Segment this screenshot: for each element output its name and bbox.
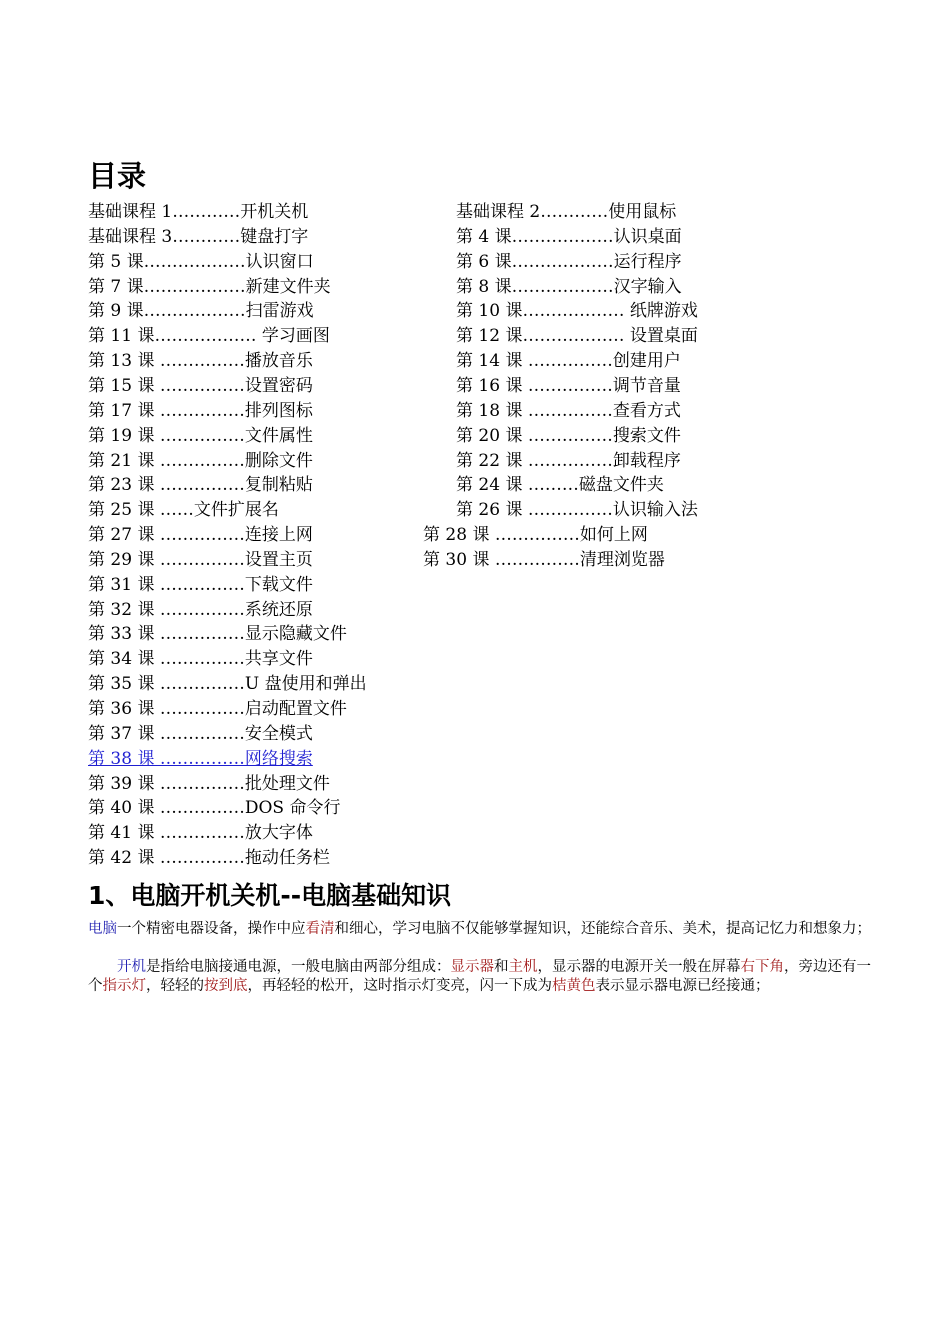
toc-entry-right: 第 30 课 ……………清理浏览器 <box>423 549 665 570</box>
toc-entry-right: 第 26 课 ……………认识输入法 <box>456 500 698 521</box>
keyword-orange: 桔黄色 <box>552 978 596 994</box>
toc-entry-right: 第 22 课 ……………卸载程序 <box>456 450 681 471</box>
text-run: ，再轻轻的松开，这时指示灯变亮，闪一下成为 <box>247 978 552 994</box>
toc-entry-left: 第 27 课 ……………连接上网 <box>88 525 313 546</box>
toc-entry-right: 第 6 课………………运行程序 <box>456 251 682 272</box>
toc-entry-left: 第 17 课 ……………排列图标 <box>88 400 313 421</box>
keyword-host: 主机 <box>508 959 538 975</box>
toc-entry-right: 第 4 课………………认识桌面 <box>456 226 682 247</box>
toc-entry-left: 第 21 课 ……………删除文件 <box>88 450 313 471</box>
toc-entry-right: 第 20 课 ……………搜索文件 <box>456 425 681 446</box>
keyword-computer: 电脑 <box>88 921 117 937</box>
toc-entry-left: 第 31 课 ……………下载文件 <box>88 574 313 595</box>
keyword-monitor: 显示器 <box>450 959 494 975</box>
toc-entry-left: 第 19 课 ……………文件属性 <box>88 425 313 446</box>
toc-entry-left: 第 29 课 ……………设置主页 <box>88 549 313 570</box>
text-run: 一个精密电器设备，操作中应 <box>117 921 306 937</box>
toc-entry-right: 第 12 课……………… 设置桌面 <box>456 326 698 347</box>
text-run: 和细心，学习电脑不仅能够掌握知识，还能综合音乐、美术，提高记忆力和想象力； <box>334 921 871 937</box>
toc-entry-left: 基础课程 3…………键盘打字 <box>88 226 309 247</box>
toc-entry-right: 第 8 课………………汉字输入 <box>456 276 682 297</box>
text-run: 表示显示器电源已经接通； <box>595 978 770 994</box>
toc-entry-left: 基础课程 1…………开机关机 <box>88 202 309 222</box>
section-heading: 1、电脑开机关机--电脑基础知识 <box>88 881 452 910</box>
toc-entry-left: 第 33 课 ……………显示隐藏文件 <box>88 624 347 645</box>
toc-entry-left: 第 42 课 ……………拖动任务栏 <box>88 848 330 869</box>
indent <box>88 959 117 975</box>
toc-entry-left: 第 5 课………………认识窗口 <box>88 251 314 272</box>
toc-entry-left: 第 40 课 ……………DOS 命令行 <box>88 798 341 819</box>
keyword-look-clearly: 看清 <box>305 921 335 937</box>
toc-entry-right: 第 28 课 ……………如何上网 <box>423 525 648 546</box>
toc-entry-left[interactable]: 第 38 课 ……………网络搜索 <box>88 748 313 769</box>
toc-entry-right: 第 16 课 ……………调节音量 <box>456 375 681 396</box>
text-run: ，显示器的电源开关一般在屏幕 <box>537 959 741 975</box>
toc-entry-right: 第 24 课 ………磁盘文件夹 <box>456 475 664 496</box>
toc-entry-left: 第 41 课 ……………放大字体 <box>88 823 313 844</box>
power-on-paragraph <box>88 958 878 996</box>
keyword-bottom-right: 右下角 <box>740 959 784 975</box>
text-run: 是指给电脑接通电源，一般电脑由两部分组成： <box>146 959 451 975</box>
toc-entry-left: 第 13 课 ……………播放音乐 <box>88 351 313 372</box>
toc-title: 目录 <box>88 159 147 193</box>
text-run: ，轻轻的 <box>146 978 204 994</box>
toc-entry-left: 第 32 课 ……………系统还原 <box>88 599 313 620</box>
toc-entry-left: 第 25 课 ……文件扩展名 <box>88 500 279 521</box>
text-run: ，旁边还有一个 <box>88 959 871 994</box>
toc-entry-left: 第 36 课 ……………启动配置文件 <box>88 699 347 719</box>
toc-entry-right: 第 14 课 ……………创建用户 <box>456 351 681 372</box>
text-run: 和 <box>494 959 509 975</box>
toc-entry-right: 基础课程 2…………使用鼠标 <box>456 202 677 222</box>
keyword-indicator-light: 指示灯 <box>102 978 146 994</box>
toc-entry-right: 第 10 课……………… 纸牌游戏 <box>456 301 698 322</box>
toc-entry-left: 第 39 课 ……………批处理文件 <box>88 773 330 794</box>
keyword-power-on: 开机 <box>117 959 146 975</box>
toc-entry-left: 第 37 课 ……………安全模式 <box>88 723 313 744</box>
toc-entry-left: 第 23 课 ……………复制粘贴 <box>88 475 313 496</box>
toc-entry-right: 第 18 课 ……………查看方式 <box>456 400 681 421</box>
toc-entry-left: 第 15 课 ……………设置密码 <box>88 375 313 396</box>
toc-entry-left: 第 9 课………………扫雷游戏 <box>88 301 314 322</box>
toc-entry-left: 第 7 课………………新建文件夹 <box>88 276 331 297</box>
toc-entry-left: 第 35 课 ……………U 盘使用和弹出 <box>88 674 367 695</box>
keyword-press-down: 按到底 <box>204 978 248 994</box>
intro-paragraph <box>88 920 878 939</box>
toc-entry-left: 第 34 课 ……………共享文件 <box>88 649 313 670</box>
toc-entry-left: 第 11 课……………… 学习画图 <box>88 326 330 347</box>
